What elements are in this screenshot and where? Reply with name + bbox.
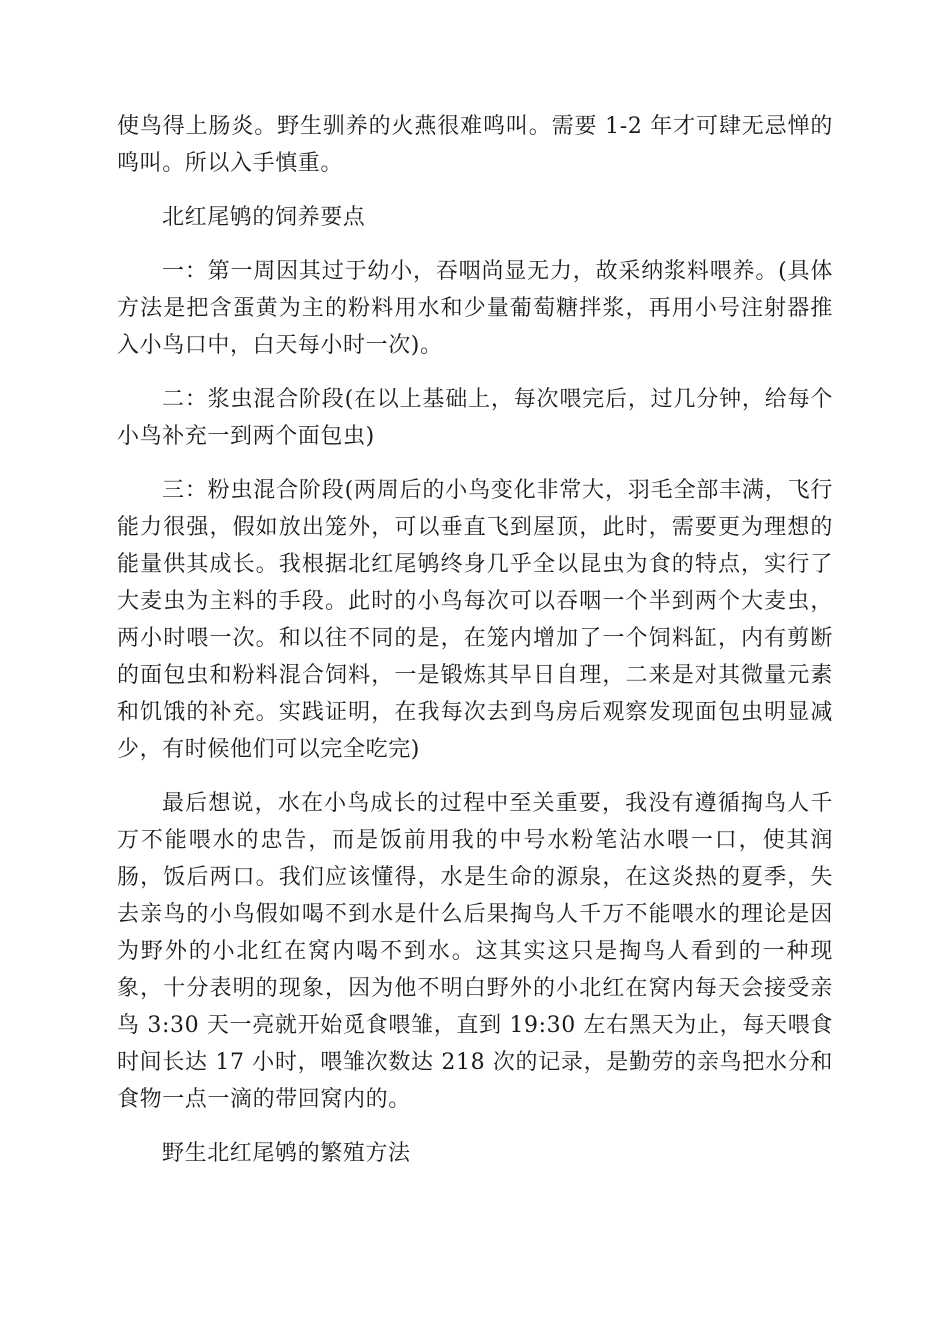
paragraph-stage-two: 二：浆虫混合阶段(在以上基础上，每次喂完后，过几分钟，给每个小鸟补充一到两个面包虫) — [117, 387, 833, 449]
section-heading-breeding-method: 野生北红尾鸲的繁殖方法 — [162, 1141, 411, 1166]
section-heading-feeding-points: 北红尾鸲的饲养要点 — [162, 205, 366, 230]
paragraph-stage-three: 三：粉虫混合阶段(两周后的小鸟变化非常大，羽毛全部丰满，飞行能力很强，假如放出笼外，可以垂直飞到屋顶，此时，需要更为理想的能量供其成长。我根据北红尾鸲终身几乎全以昆虫为食的特点，实行了大麦虫为主料的手段。此时的小鸟每次可以吞咽一个半到两个大麦虫，两小时喂一次。和以往不同的是，在笼内增加了一个饲料缸，内有剪断的面包虫和粉料混合饲料，一是锻炼其早日自理，二来是对其微量元素和饥饿的补充。实践证明，在我每次去到鸟房后观察发现面包虫明显减少，有时候他们可以完全吃完) — [117, 478, 833, 762]
paragraph-stage-one: 一：第一周因其过于幼小，吞咽尚显无力，故采纳浆料喂养。(具体方法是把含蛋黄为主的粉料用水和少量葡萄糖拌浆，再用小号注射器推入小鸟口中，白天每小时一次)。 — [117, 259, 833, 358]
document-body — [117, 108, 833, 1189]
paragraph-water-note: 最后想说，水在小鸟成长的过程中至关重要，我没有遵循掏鸟人千万不能喂水的忠告，而是饭前用我的中号水粉笔沾水喂一口，使其润肠，饭后两口。我们应该懂得，水是生命的源泉，在这炎热的夏季，失去亲鸟的小鸟假如喝不到水是什么后果掏鸟人千万不能喂水的理论是因为野外的小北红在窝内喝不到水。这其实这只是掏鸟人看到的一种现象，十分表明的现象，因为他不明白野外的小北红在窝内每天会接受亲鸟 3:30 天一亮就开始觅食喂雏，直到 19:30 左右黑天为止，每天喂食时间长达 17 小时，喂雏次数达 218 次的记录，是勤劳的亲鸟把水分和食物一点一滴的带回窝内的。 — [117, 791, 833, 1112]
paragraph-continuation: 使鸟得上肠炎。野生驯养的火燕很难鸣叫。需要 1-2 年才可肆无忌惮的鸣叫。所以入手慎重。 — [117, 114, 833, 176]
